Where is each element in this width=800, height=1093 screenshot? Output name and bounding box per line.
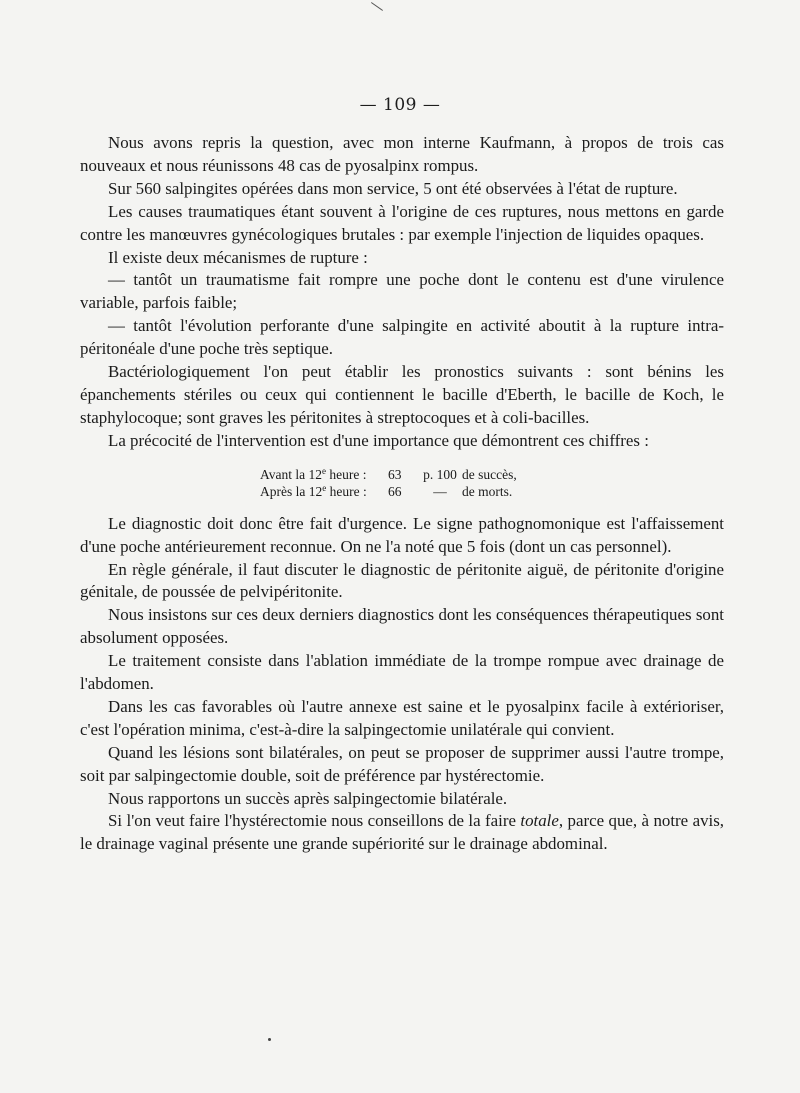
paragraph: — tantôt un traumatisme fait rompre une poche dont le contenu est d'une virulence variable, parfois faible; xyxy=(80,270,724,313)
body-text xyxy=(80,132,724,856)
scan-scratch-mark xyxy=(371,2,383,11)
paragraph: Les causes traumatiques étant souvent à l'origine de ces ruptures, nous mettons en garde contre les manœuvres gynécologiques brutales : par exemple l'injection de liquides opaques. xyxy=(80,201,724,244)
scan-speck xyxy=(268,1038,271,1041)
statistics-label: Après la 12e heure : xyxy=(260,482,367,499)
statistics-table xyxy=(80,466,724,500)
statistics-row xyxy=(260,466,724,483)
paragraph: Quand les lésions sont bilatérales, on peut se proposer de supprimer aussi l'autre trompe, soit par salpingectomie double, soit de préférence par hystérectomie. xyxy=(80,742,724,785)
paragraph: Nous rapportons un succès après salpingectomie bilatérale. xyxy=(108,788,508,808)
statistics-unit: p. 100 xyxy=(423,466,457,482)
paragraph: La précocité de l'intervention est d'une importance que démontrent ces chiffres : xyxy=(108,430,649,450)
paragraph: En règle générale, il faut discuter le diagnostic de péritonite aiguë, de péritonite d'origine génitale, de poussée de pelvipéritonite. xyxy=(80,559,724,602)
statistics-value: 66 xyxy=(388,483,402,499)
statistics-outcome: de succès, xyxy=(462,466,517,482)
paragraph: Si l'on veut faire l'hystérectomie nous conseillons de la faire totale, parce que, à notre avis, le drainage vaginal présente une grande supériorité sur le drainage abdominal. xyxy=(80,811,725,854)
statistics-row xyxy=(260,483,724,500)
paragraph: Dans les cas favorables où l'autre annexe est saine et le pyosalpinx facile à extérioriser, c'est l'opération minima, c'est-à-dire la salpingectomie unilatérale qui convient. xyxy=(80,696,724,739)
paragraph: Le traitement consiste dans l'ablation immédiate de la trompe rompue avec drainage de l'abdomen. xyxy=(80,651,724,694)
paragraph: Nous insistons sur ces deux derniers diagnostics dont les conséquences thérapeutiques sont absolument opposées. xyxy=(80,605,724,648)
paragraph: Nous avons repris la question, avec mon interne Kaufmann, à propos de trois cas nouveaux et nous réunissons 48 cas de pyosalpinx rompus. xyxy=(80,133,724,175)
paragraph: Sur 560 salpingites opérées dans mon service, 5 ont été observées à l'état de rupture. xyxy=(108,178,678,198)
emphasis: totale xyxy=(520,811,559,831)
paragraph: Il existe deux mécanismes de rupture : xyxy=(108,247,368,267)
statistics-value: 63 xyxy=(388,466,402,482)
paragraph: Le diagnostic doit donc être fait d'urgence. Le signe pathognomonique est l'affaissement d'une poche antérieurement reconnue. On ne l'a noté que 5 fois (dont un cas personnel). xyxy=(80,513,724,556)
statistics-label: Avant la 12e heure : xyxy=(260,465,367,482)
statistics-outcome: de morts. xyxy=(462,483,513,499)
paragraph: — tantôt l'évolution perforante d'une salpingite en activité aboutit à la rupture intra-péritonéale d'une poche très septique. xyxy=(80,316,724,359)
page-number: — 109 — xyxy=(359,95,441,115)
paragraph: Bactériologiquement l'on peut établir les pronostics suivants : sont bénins les épanchements stériles ou ceux qui contiennent le bacille d'Eberth, le bacille de Koch, le staphylocoque; sont graves les péritonites à streptocoques et à coli-bacilles. xyxy=(80,362,724,427)
statistics-unit: — xyxy=(433,483,447,499)
